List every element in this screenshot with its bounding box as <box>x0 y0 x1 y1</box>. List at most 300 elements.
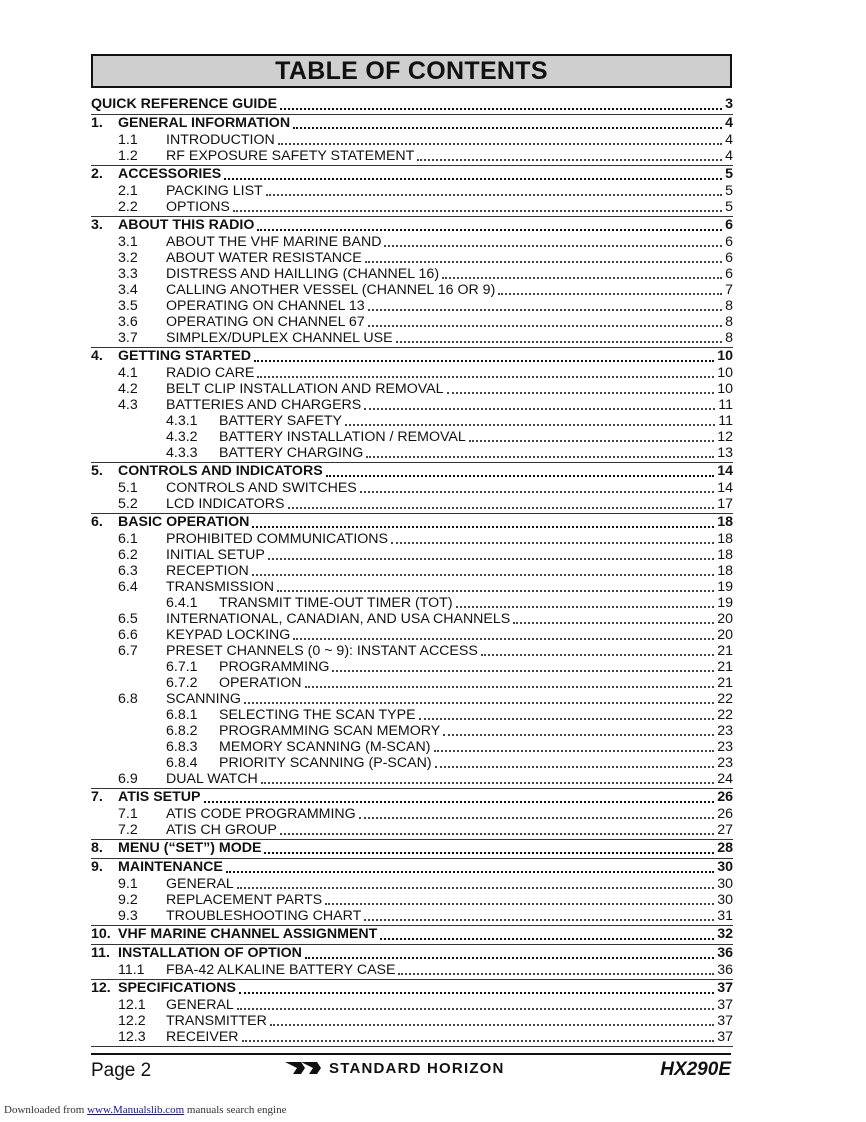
toc-dot-leader <box>244 701 714 704</box>
toc-entry-label: DISTRESS AND HAILLING (CHANNEL 16) <box>166 266 440 282</box>
toc-dot-leader <box>257 375 714 378</box>
toc-entry[interactable] <box>91 381 733 397</box>
toc-entry-number: 6.2 <box>118 547 138 563</box>
toc-entry-label: RECEPTION <box>166 563 249 579</box>
toc-entry-number: 6.5 <box>118 611 138 627</box>
toc-entry-number: 8. <box>91 840 103 856</box>
toc-entry-page: 18 <box>717 547 733 563</box>
toc-entry-number: 10. <box>91 926 111 942</box>
toc-dot-leader <box>443 733 714 736</box>
toc-entry-number: 6.4.1 <box>166 595 198 611</box>
toc-entry-page: 6 <box>725 266 733 282</box>
toc-dot-leader <box>384 244 722 247</box>
toc-entry-page: 32 <box>717 926 733 942</box>
toc-entry[interactable] <box>91 739 733 755</box>
toc-entry[interactable] <box>91 822 733 838</box>
brand-name: STANDARD HORIZON <box>329 1059 505 1077</box>
toc-section <box>91 166 733 217</box>
toc-dot-leader <box>332 669 714 672</box>
toc-section <box>91 926 733 945</box>
toc-entry-label: GENERAL INFORMATION <box>118 115 291 131</box>
toc-dot-leader <box>293 126 722 129</box>
toc-entry-page: 4 <box>725 148 733 164</box>
toc-dot-leader <box>325 902 714 905</box>
toc-entry-label: GENERAL <box>166 997 234 1013</box>
toc-entry-page: 27 <box>717 822 733 838</box>
toc-section <box>91 859 733 926</box>
toc-entry-label: OPERATION <box>219 675 302 691</box>
toc-entry[interactable] <box>91 514 733 531</box>
toc-dot-leader <box>326 474 715 477</box>
toc-dot-leader <box>288 506 715 509</box>
toc-entry-page: 22 <box>717 691 733 707</box>
toc-entry-page: 14 <box>717 463 733 479</box>
toc-entry-number: 1. <box>91 115 103 131</box>
toc-entry-page: 37 <box>717 997 733 1013</box>
toc-entry-label: QUICK REFERENCE GUIDE <box>91 96 278 112</box>
toc-entry[interactable] <box>91 96 733 113</box>
toc-entry[interactable] <box>91 480 733 496</box>
toc-entry[interactable] <box>91 413 733 429</box>
toc-entry-number: 6.8.1 <box>166 707 198 723</box>
toc-dot-leader <box>398 972 714 975</box>
toc-entry-label: LCD INDICATORS <box>166 496 285 512</box>
toc-entry[interactable] <box>91 771 733 787</box>
toc-dot-leader <box>419 717 715 720</box>
toc-entry-label: BATTERY INSTALLATION / REMOVAL <box>219 429 466 445</box>
toc-dot-leader <box>481 653 714 656</box>
toc-entry-number: 4.3.3 <box>166 445 198 461</box>
toc-entry-label: REPLACEMENT PARTS <box>166 892 323 908</box>
toc-entry-page: 24 <box>717 771 733 787</box>
toc-entry[interactable] <box>91 463 733 480</box>
toc-entry-page: 11 <box>718 397 733 413</box>
toc-entry[interactable] <box>91 250 733 266</box>
toc-entry-label: GENERAL <box>166 876 234 892</box>
toc-entry-page: 18 <box>717 531 733 547</box>
toc-entry-page: 5 <box>725 166 733 182</box>
toc-entry-page: 10 <box>717 348 733 364</box>
toc-entry-page: 23 <box>717 739 733 755</box>
toc-entry-label: TRANSMISSION <box>166 579 274 595</box>
toc-entry-label: INTERNATIONAL, CANADIAN, AND USA CHANNELS <box>166 611 511 627</box>
toc-entry-number: 6.9 <box>118 771 138 787</box>
toc-entry-page: 19 <box>717 579 733 595</box>
toc-entry-label: KEYPAD LOCKING <box>166 627 291 643</box>
page-title: TABLE OF CONTENTS <box>275 56 548 85</box>
toc-entry-number: 6.6 <box>118 627 138 643</box>
toc-entry-label: BATTERY CHARGING <box>219 445 364 461</box>
toc-dot-leader <box>252 525 714 528</box>
toc-entry-page: 12 <box>717 429 733 445</box>
toc-entry[interactable] <box>91 806 733 822</box>
toc-entry-label: BATTERIES AND CHARGERS <box>166 397 362 413</box>
toc-entry-page: 20 <box>717 611 733 627</box>
toc-entry[interactable] <box>91 707 733 723</box>
toc-dot-leader <box>204 800 715 803</box>
toc-entry-number: 7. <box>91 789 103 805</box>
toc-entry-number: 12. <box>91 980 111 996</box>
toc-dot-leader <box>242 1039 715 1042</box>
toc-dot-leader <box>366 455 714 458</box>
manualslib-link[interactable]: www.Manualslib.com <box>87 1104 185 1116</box>
toc-entry-page: 6 <box>725 234 733 250</box>
toc-entry[interactable] <box>91 611 733 627</box>
toc-entry-page: 8 <box>725 330 733 346</box>
toc-entry-number: 6. <box>91 514 103 530</box>
toc-entry-page: 5 <box>725 183 733 199</box>
toc-dot-leader <box>498 292 722 295</box>
toc-entry-label: PROGRAMMING SCAN MEMORY <box>219 723 441 739</box>
toc-entry-number: 4.2 <box>118 381 138 397</box>
toc-entry-label: RECEIVER <box>166 1029 239 1045</box>
toc-entry[interactable] <box>91 840 733 857</box>
footer-divider <box>91 1053 731 1055</box>
toc-entry-number: 11. <box>91 945 110 961</box>
toc-section <box>91 789 733 840</box>
toc-entry-label: PACKING LIST <box>166 183 263 199</box>
toc-dot-leader <box>447 391 715 394</box>
toc-entry[interactable] <box>91 908 733 924</box>
toc-dot-leader <box>417 158 722 161</box>
toc-entry[interactable] <box>91 579 733 595</box>
toc-entry-number: 3.4 <box>118 282 138 298</box>
toc-dot-leader <box>252 573 714 576</box>
toc-entry-label: OPERATING ON CHANNEL 13 <box>166 298 365 314</box>
toc-dot-leader <box>237 886 714 889</box>
toc-dot-leader <box>254 359 714 362</box>
toc-entry-label: ABOUT WATER RESISTANCE <box>166 250 362 266</box>
toc-entry-page: 37 <box>717 1013 733 1029</box>
toc-entry-page: 8 <box>725 314 733 330</box>
toc-entry-number: 5. <box>91 463 103 479</box>
toc-entry-page: 36 <box>717 962 733 978</box>
toc-entry-page: 18 <box>717 563 733 579</box>
toc-entry-label: INSTALLATION OF OPTION <box>118 945 302 961</box>
toc-entry[interactable] <box>91 547 733 563</box>
download-prefix: Downloaded from <box>4 1104 88 1116</box>
toc-entry-page: 20 <box>717 627 733 643</box>
toc-entry-number: 6.8 <box>118 691 138 707</box>
toc-entry[interactable] <box>91 298 733 314</box>
toc-dot-leader <box>434 749 715 752</box>
toc-entry[interactable] <box>91 496 733 512</box>
toc-dot-leader <box>456 605 715 608</box>
toc-entry-label: CALLING ANOTHER VESSEL (CHANNEL 16 OR 9) <box>166 282 496 298</box>
toc-entry-page: 30 <box>717 859 733 875</box>
toc-entry-label: SELECTING THE SCAN TYPE <box>219 707 416 723</box>
toc-dot-leader <box>513 621 714 624</box>
toc-entry-label: ACCESSORIES <box>118 166 222 182</box>
toc-dot-leader <box>280 107 722 110</box>
toc-dot-leader <box>224 177 722 180</box>
toc-entry-number: 3.1 <box>118 234 138 250</box>
toc-entry-label: INTRODUCTION <box>166 132 275 148</box>
toc-entry-number: 4.3.1 <box>166 413 198 429</box>
toc-entry-page: 7 <box>725 282 733 298</box>
toc-dot-leader <box>396 340 723 343</box>
toc-entry[interactable] <box>91 1029 733 1045</box>
toc-entry-label: BATTERY SAFETY <box>219 413 342 429</box>
toc-dot-leader <box>345 423 715 426</box>
toc-dot-leader <box>360 490 714 493</box>
table-of-contents <box>91 96 733 1047</box>
toc-entry-page: 4 <box>725 132 733 148</box>
toc-dot-leader <box>237 1007 714 1010</box>
toc-entry-number: 12.1 <box>118 997 146 1013</box>
toc-entry-number: 9.2 <box>118 892 138 908</box>
toc-entry-label: ATIS CODE PROGRAMMING <box>166 806 356 822</box>
toc-entry-number: 6.3 <box>118 563 138 579</box>
toc-entry-label: INITIAL SETUP <box>166 547 265 563</box>
toc-entry[interactable] <box>91 531 733 547</box>
toc-entry-page: 14 <box>717 480 733 496</box>
toc-entry-page: 36 <box>717 945 733 961</box>
toc-entry-label: SCANNING <box>166 691 241 707</box>
toc-entry-label: TROUBLESHOOTING CHART <box>166 908 362 924</box>
toc-entry[interactable] <box>91 132 733 148</box>
toc-dot-leader <box>364 407 715 410</box>
toc-entry-label: RF EXPOSURE SAFETY STATEMENT <box>166 148 415 164</box>
toc-entry-label: TRANSMIT TIME-OUT TIMER (TOT) <box>219 595 453 611</box>
toc-entry-number: 3.3 <box>118 266 138 282</box>
toc-entry[interactable] <box>91 675 733 691</box>
toc-entry[interactable] <box>91 892 733 908</box>
brand-logo <box>283 1059 505 1077</box>
toc-entry-label: TRANSMITTER <box>166 1013 267 1029</box>
toc-dot-leader <box>380 937 714 940</box>
toc-section <box>91 217 733 348</box>
toc-entry-number: 2. <box>91 166 103 182</box>
toc-entry-label: BELT CLIP INSTALLATION AND REMOVAL <box>166 381 444 397</box>
toc-entry[interactable] <box>91 183 733 199</box>
toc-entry-number: 6.8.2 <box>166 723 198 739</box>
toc-entry[interactable] <box>91 266 733 282</box>
toc-entry-number: 4.3.2 <box>166 429 198 445</box>
toc-entry[interactable] <box>91 962 733 978</box>
toc-dot-leader <box>277 589 714 592</box>
toc-dot-leader <box>365 260 722 263</box>
toc-entry-number: 7.1 <box>118 806 138 822</box>
toc-entry-number: 6.7.1 <box>166 659 198 675</box>
toc-entry-label: PRESET CHANNELS (0 ~ 9): INSTANT ACCESS <box>166 643 478 659</box>
toc-dot-leader <box>233 209 722 212</box>
toc-entry[interactable] <box>91 980 733 997</box>
toc-entry-page: 11 <box>718 413 733 429</box>
toc-entry-label: MAINTENANCE <box>118 859 223 875</box>
toc-entry[interactable] <box>91 859 733 876</box>
toc-entry[interactable] <box>91 643 733 659</box>
toc-entry-number: 9.3 <box>118 908 138 924</box>
toc-entry[interactable] <box>91 365 733 381</box>
toc-dot-leader <box>261 781 715 784</box>
toc-entry[interactable] <box>91 199 733 215</box>
toc-entry-label: CONTROLS AND SWITCHES <box>166 480 357 496</box>
toc-entry-number: 12.2 <box>118 1013 146 1029</box>
toc-entry-number: 4.1 <box>118 365 138 381</box>
toc-entry-page: 28 <box>717 840 733 856</box>
toc-entry-number: 5.2 <box>118 496 138 512</box>
toc-entry[interactable] <box>91 1013 733 1029</box>
toc-dot-leader <box>368 324 722 327</box>
toc-entry-number: 6.8.4 <box>166 755 198 771</box>
toc-entry-page: 19 <box>717 595 733 611</box>
toc-entry-number: 3.7 <box>118 330 138 346</box>
toc-entry-page: 23 <box>717 723 733 739</box>
toc-entry-page: 21 <box>717 643 733 659</box>
toc-entry-label: GETTING STARTED <box>118 348 251 364</box>
toc-entry[interactable] <box>91 659 733 675</box>
model-name: HX290E <box>660 1059 731 1080</box>
toc-entry-page: 21 <box>717 659 733 675</box>
toc-entry-label: RADIO CARE <box>166 365 255 381</box>
toc-entry[interactable] <box>91 445 733 461</box>
download-notice <box>4 1104 286 1116</box>
download-suffix: manuals search engine <box>184 1104 287 1116</box>
page-number-label: Page 2 <box>91 1060 152 1081</box>
toc-entry[interactable] <box>91 429 733 445</box>
toc-entry[interactable] <box>91 397 733 413</box>
toc-dot-leader <box>268 557 714 560</box>
toc-entry-page: 37 <box>717 1029 733 1045</box>
toc-entry-page: 21 <box>717 675 733 691</box>
toc-entry-page: 13 <box>717 445 733 461</box>
toc-entry[interactable] <box>91 563 733 579</box>
toc-dot-leader <box>226 870 714 873</box>
toc-dot-leader <box>264 851 714 854</box>
toc-entry-page: 3 <box>725 96 733 112</box>
toc-entry[interactable] <box>91 348 733 365</box>
toc-entry-label: FBA-42 ALKALINE BATTERY CASE <box>166 962 396 978</box>
toc-entry-number: 6.8.3 <box>166 739 198 755</box>
toc-entry-page: 26 <box>717 789 733 805</box>
toc-dot-leader <box>266 193 722 196</box>
toc-entry-page: 37 <box>717 980 733 996</box>
toc-entry-label: DUAL WATCH <box>166 771 258 787</box>
toc-entry-number: 9.1 <box>118 876 138 892</box>
toc-entry-number: 3.2 <box>118 250 138 266</box>
toc-entry-label: CONTROLS AND INDICATORS <box>118 463 323 479</box>
toc-entry-page: 5 <box>725 199 733 215</box>
toc-entry-page: 18 <box>717 514 733 530</box>
toc-dot-leader <box>280 832 714 835</box>
toc-dot-leader <box>442 276 722 279</box>
toc-dot-leader <box>391 541 714 544</box>
toc-entry-page: 10 <box>717 381 733 397</box>
toc-entry-number: 12.3 <box>118 1029 146 1045</box>
toc-entry-page: 31 <box>717 908 733 924</box>
toc-entry[interactable] <box>91 926 733 943</box>
toc-entry-label: OPTIONS <box>166 199 230 215</box>
toc-entry-number: 2.2 <box>118 199 138 215</box>
toc-entry-page: 6 <box>725 217 733 233</box>
toc-entry-number: 6.7 <box>118 643 138 659</box>
toc-title-box <box>91 54 732 88</box>
toc-entry-number: 4.3 <box>118 397 138 413</box>
toc-dot-leader <box>359 816 715 819</box>
toc-section <box>91 115 733 166</box>
toc-entry[interactable] <box>91 595 733 611</box>
toc-entry[interactable] <box>91 314 733 330</box>
toc-entry-number: 1.2 <box>118 148 138 164</box>
toc-section <box>91 96 733 115</box>
toc-entry-label: ABOUT THIS RADIO <box>118 217 255 233</box>
toc-entry-number: 11.1 <box>118 962 145 978</box>
toc-entry-page: 17 <box>717 496 733 512</box>
toc-entry-number: 3.5 <box>118 298 138 314</box>
toc-section <box>91 840 733 859</box>
toc-entry-label: SPECIFICATIONS <box>118 980 236 996</box>
toc-section <box>91 348 733 463</box>
toc-entry[interactable] <box>91 627 733 643</box>
toc-entry[interactable] <box>91 691 733 707</box>
toc-dot-leader <box>278 142 722 145</box>
toc-section <box>91 514 733 789</box>
toc-dot-leader <box>305 685 715 688</box>
toc-entry-page: 23 <box>717 755 733 771</box>
toc-entry-label: VHF MARINE CHANNEL ASSIGNMENT <box>118 926 378 942</box>
toc-entry-label: BASIC OPERATION <box>118 514 250 530</box>
toc-entry-page: 4 <box>725 115 733 131</box>
toc-entry[interactable] <box>91 945 733 962</box>
toc-entry-label: ABOUT THE VHF MARINE BAND <box>166 234 382 250</box>
toc-entry-number: 5.1 <box>118 480 138 496</box>
toc-dot-leader <box>239 991 714 994</box>
toc-entry[interactable] <box>91 115 733 132</box>
toc-entry-page: 8 <box>725 298 733 314</box>
toc-entry[interactable] <box>91 723 733 739</box>
toc-entry-label: OPERATING ON CHANNEL 67 <box>166 314 365 330</box>
toc-dot-leader <box>270 1023 714 1026</box>
toc-entry-number: 9. <box>91 859 103 875</box>
toc-dot-leader <box>257 228 722 231</box>
toc-section <box>91 945 733 980</box>
toc-entry-label: ATIS CH GROUP <box>166 822 277 838</box>
toc-dot-leader <box>364 918 714 921</box>
toc-entry[interactable] <box>91 148 733 164</box>
toc-entry-number: 3. <box>91 217 103 233</box>
toc-dot-leader <box>469 439 714 442</box>
toc-entry[interactable] <box>91 166 733 183</box>
toc-entry-number: 3.6 <box>118 314 138 330</box>
toc-entry-page: 22 <box>717 707 733 723</box>
toc-entry-label: PROGRAMMING <box>219 659 330 675</box>
toc-dot-leader <box>293 637 714 640</box>
toc-entry-number: 6.4 <box>118 579 138 595</box>
toc-entry-page: 6 <box>725 250 733 266</box>
toc-entry[interactable] <box>91 330 733 346</box>
toc-entry[interactable] <box>91 755 733 771</box>
toc-entry[interactable] <box>91 997 733 1013</box>
toc-entry[interactable] <box>91 217 733 234</box>
toc-entry-page: 10 <box>717 365 733 381</box>
toc-entry[interactable] <box>91 789 733 806</box>
toc-section <box>91 463 733 514</box>
toc-entry-label: MENU (“SET”) MODE <box>118 840 262 856</box>
toc-dot-leader <box>368 308 722 311</box>
toc-section <box>91 980 733 1047</box>
toc-entry-page: 30 <box>717 892 733 908</box>
toc-entry-number: 6.7.2 <box>166 675 198 691</box>
toc-entry[interactable] <box>91 876 733 892</box>
toc-entry[interactable] <box>91 282 733 298</box>
toc-entry-number: 6.1 <box>118 531 138 547</box>
toc-entry-label: PROHIBITED COMMUNICATIONS <box>166 531 389 547</box>
toc-entry-label: PRIORITY SCANNING (P-SCAN) <box>219 755 432 771</box>
toc-entry-page: 26 <box>717 806 733 822</box>
toc-entry-number: 1.1 <box>118 132 138 148</box>
toc-entry[interactable] <box>91 234 733 250</box>
